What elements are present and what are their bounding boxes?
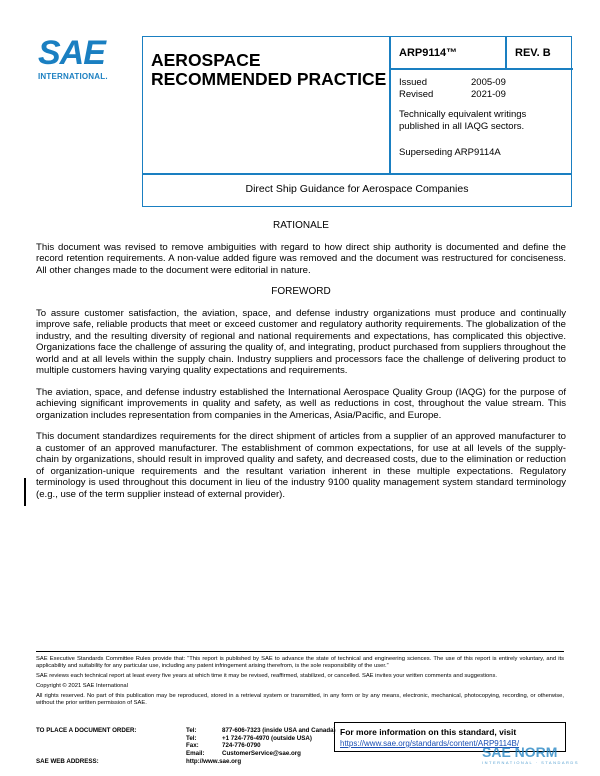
web-address: [36, 758, 241, 765]
rationale-paragraph: This document was revised to remove ambiguities with regard to how direct ship authority is documented and define the record retention requirements. A non-value added figure was removed and the document was restructured for conciseness. All other changes made to the document were editorial in nature.: [36, 241, 566, 276]
footer-review: SAE reviews each technical report at least every five years at which time it may be revised, reaffirmed, stabilized, or cancelled. SAE invites your written comments and suggestions.: [36, 673, 497, 679]
footer-copyright: Copyright © 2021 SAE International: [36, 683, 128, 689]
footer-rules: SAE Executive Standards Committee Rules provide that: “This report is published by SAE to advance the state of technical and engineering sciences. The use of this report is entirely voluntary, and its applicability and suitability for any particular use, including any patent infringement arising therefrom, is the sole responsibility of the user.”: [36, 656, 564, 669]
footer-divider: [36, 651, 564, 652]
footer-rights: All rights reserved. No part of this publication may be reproduced, stored in a retrieval system or transmitted, in any form or by any means, electronic, mechanical, photocopying, recording, or otherwise, without the prior written permission of SAE.: [36, 693, 564, 706]
sae-logo: [38, 36, 128, 81]
document-type: AEROSPACE RECOMMENDED PRACTICE: [151, 50, 387, 89]
watermark-stamp: SAE NORM INTERNATIONAL · STANDARDS: [482, 744, 579, 765]
superseding-note: Superseding ARP9114A: [399, 147, 501, 158]
more-info-title: For more information on this standard, visit: [340, 727, 517, 737]
foreword-heading: FOREWORD: [271, 286, 331, 297]
logo-mark: SAE: [38, 34, 105, 72]
order-label: TO PLACE A DOCUMENT ORDER:: [36, 727, 137, 734]
revised-label: Revised: [399, 89, 434, 100]
more-info-link[interactable]: https://www.sae.org/standards/content/ARP9114B/: [340, 739, 520, 748]
phone-intl: +1 724-776-4970 (outside USA): [222, 734, 312, 742]
issued-date: 2005-09: [471, 77, 506, 88]
email-link[interactable]: CustomerService@sae.org: [222, 749, 301, 757]
fax-number: 724-776-0790: [222, 742, 261, 750]
logo-subtitle: INTERNATIONAL.: [38, 72, 108, 81]
footer-legal: [36, 656, 564, 710]
document-header: [142, 36, 572, 207]
issue-dates: [399, 77, 506, 101]
foreword-paragraph-2: The aviation, space, and defense industry established the International Aerospace Quality Group (IAQG) for the purpose of achieving significant improvements in quality and safety, as well as reductions in cost, throughout the value stream. This organization includes representation from companies in the Americas, Asia/Pacific, and Europe.: [36, 386, 566, 421]
revision-label: REV. B: [515, 47, 551, 59]
document-body: [36, 220, 566, 510]
document-title: Direct Ship Guidance for Aerospace Companies: [245, 183, 469, 195]
web-label: SAE WEB ADDRESS:: [36, 758, 99, 765]
revised-date: 2021-09: [471, 89, 506, 100]
phone-usa: 877-606-7323 (inside USA and Canada): [222, 727, 336, 734]
revision-change-bar: [24, 478, 26, 506]
web-link[interactable]: http://www.sae.org: [186, 758, 242, 765]
order-contacts: TO PLACE A DOCUMENT ORDER: Tel: 877-606-7323 (inside USA and Canada) Tel: +1 724-776-4970 (outside USA) Fax: 724-776-0790 Email: CustomerService@sae.org: [36, 727, 336, 757]
equivalence-note: Technically equivalent writings published in all IAQG sectors.: [399, 109, 527, 132]
rationale-heading: RATIONALE: [273, 220, 329, 231]
document-number: ARP9114™: [399, 47, 458, 59]
foreword-paragraph-3: This document standardizes requirements for the direct shipment of articles from a supplier of an approved manufacturer to a customer of an approved manufacturer. The establishment of common expectations, for use at all levels of the supply-chain by organizations, should result in improved quality and safety, and decreased costs, due to the elimination or reduction of organization-unique requirements and the resultant variation inherent in these multiple expectations. Regulatory terminology is used throughout this document in lieu of the industry 9100 quality management system standard terminology (e.g., use of the term supplier instead of external provider).: [36, 431, 566, 500]
foreword-paragraph-1: To assure customer satisfaction, the aviation, space, and defense industry organizations must produce and continually improve safe, reliable products that meet or exceed customer and regulatory authority requirements. The globalization of the industry, and the resulting diversity of regional and national requirements and expectations, has complicated this objective. Organizations face the challenge of assuring the quality of, and integrating, product purchased from suppliers throughout the world and at all levels within the supply chain. Industry suppliers and processors face the challenge of delivering product to multiple customers having varying quality expectations and requirements.: [36, 307, 566, 376]
issued-label: Issued: [399, 77, 427, 88]
